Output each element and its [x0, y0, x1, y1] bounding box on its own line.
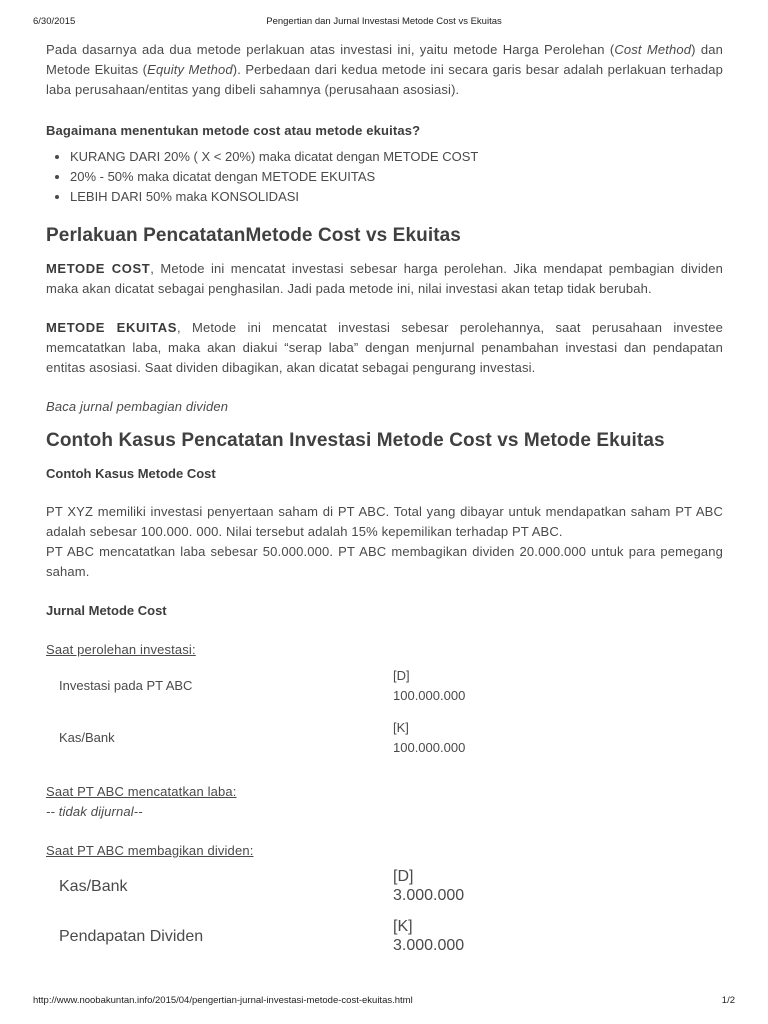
intro-text-1: Pada dasarnya ada dua metode perlakuan atas investasi ini, yaitu metode Harga Perolehan (	[46, 42, 615, 57]
profit-label: Saat PT ABC mencatatkan laba:	[46, 784, 237, 799]
table-row	[46, 660, 723, 712]
table-row	[46, 712, 723, 764]
table-row	[46, 911, 723, 961]
intro-text-3: ). Perbedaan dari kedua metode ini secara garis besar adalah perlakuan terhadap laba perusahaan/entitas yang dibeli sahamnya (perusahaan asosiasi).	[46, 62, 723, 97]
rules-list	[46, 147, 723, 207]
print-header	[33, 16, 735, 30]
print-title: Pengertian dan Jurnal Investasi Metode Cost vs Ekuitas	[266, 16, 502, 27]
equity-term: METODE EKUITAS	[46, 320, 177, 335]
print-footer	[33, 995, 735, 1009]
subheading-contoh-cost: Contoh Kasus Metode Cost	[46, 466, 216, 481]
cost-term: METODE COST	[46, 261, 151, 276]
cost-text: , Metode ini mencatat investasi sebesar harga perolehan. Jika mendapat pembagian dividen maka akan dicatat sebagai penghasilan. Jadi pada metode ini, nilai investasi akan tetap tidak berubah.	[46, 261, 723, 296]
journal-entry	[393, 911, 723, 961]
list-item: • LEBIH DARI 50% maka KONSOLIDASI	[70, 187, 723, 207]
intro-text-2: ) dan Metode Ekuitas (	[46, 42, 723, 77]
page-number: 1/2	[721, 995, 735, 1006]
journal-side: [K]	[393, 918, 413, 935]
journal-side: [D]	[393, 668, 410, 683]
journal-amount: 3.000.000	[393, 887, 465, 904]
dividend-journal-table	[46, 861, 723, 961]
journal-amount: 100.000.000	[393, 740, 466, 755]
intro-paragraph	[46, 40, 723, 100]
journal-amount: 100.000.000	[393, 688, 466, 703]
journal-account: Kas/Bank	[59, 730, 115, 745]
section-heading-perlakuan: Perlakuan PencatatanMetode Cost vs Ekuitas	[46, 225, 461, 246]
cost-method-term: Cost Method	[614, 42, 692, 57]
equity-paragraph	[46, 318, 723, 378]
equity-method-term: Equity Method	[147, 62, 233, 77]
equity-text: , Metode ini mencatat investasi sebesar perolehannya, saat perusahaan investee memcatatkan laba, maka akan diakui “serap laba” dengan menjurnal penambahan investasi dan pendapatan entitas asosiasi. Saat dividen dibagikan, akan dicatat sebagai pengurang investasi.	[46, 320, 724, 375]
list-item: • KURANG DARI 20% ( X < 20%) maka dicatat dengan METODE COST	[70, 147, 723, 167]
journal-side: [K]	[393, 720, 409, 735]
journal-account: Pendapatan Dividen	[59, 927, 204, 945]
article-content	[46, 40, 723, 961]
print-date: 6/30/2015	[33, 16, 76, 27]
case-paragraph-1: PT XYZ memiliki investasi penyertaan saham di PT ABC. Total yang dibayar untuk mendapatkan saham PT ABC adalah sebesar 100.000. 000. Nilai tersebut adalah 15% kepemilikan terhadap PT ABC.	[46, 504, 723, 539]
section-heading-contoh-kasus: Contoh Kasus Pencatatan Investasi Metode Cost vs Metode Ekuitas	[46, 430, 665, 451]
table-row	[46, 861, 723, 911]
acquisition-label: Saat perolehan investasi:	[46, 642, 196, 657]
cost-paragraph	[46, 259, 723, 299]
journal-amount: 3.000.000	[393, 937, 465, 954]
journal-entry	[393, 712, 723, 764]
list-item: • 20% - 50% maka dicatat dengan METODE EKUITAS	[70, 167, 723, 187]
journal-account: Kas/Bank	[59, 877, 128, 895]
journal-heading: Jurnal Metode Cost	[46, 603, 167, 618]
source-url[interactable]: http://www.noobakuntan.info/2015/04/pengertian-jurnal-investasi-metode-cost-ekuitas.html	[33, 995, 413, 1006]
journal-entry	[393, 660, 723, 712]
dividend-journal-link[interactable]: Baca jurnal pembagian dividen	[46, 399, 229, 414]
case-paragraph-2: PT ABC mencatatkan laba sebesar 50.000.000. PT ABC membagikan dividen 20.000.000 untuk para pemegang saham.	[46, 544, 723, 579]
dividend-label: Saat PT ABC membagikan dividen:	[46, 843, 254, 858]
profit-note: -- tidak dijurnal--	[46, 804, 143, 819]
journal-side: [D]	[393, 868, 414, 885]
acquisition-journal-table	[46, 660, 723, 764]
question-heading: Bagaimana menentukan metode cost atau metode ekuitas?	[46, 123, 421, 138]
journal-entry	[393, 861, 723, 911]
journal-account: Investasi pada PT ABC	[59, 678, 193, 693]
